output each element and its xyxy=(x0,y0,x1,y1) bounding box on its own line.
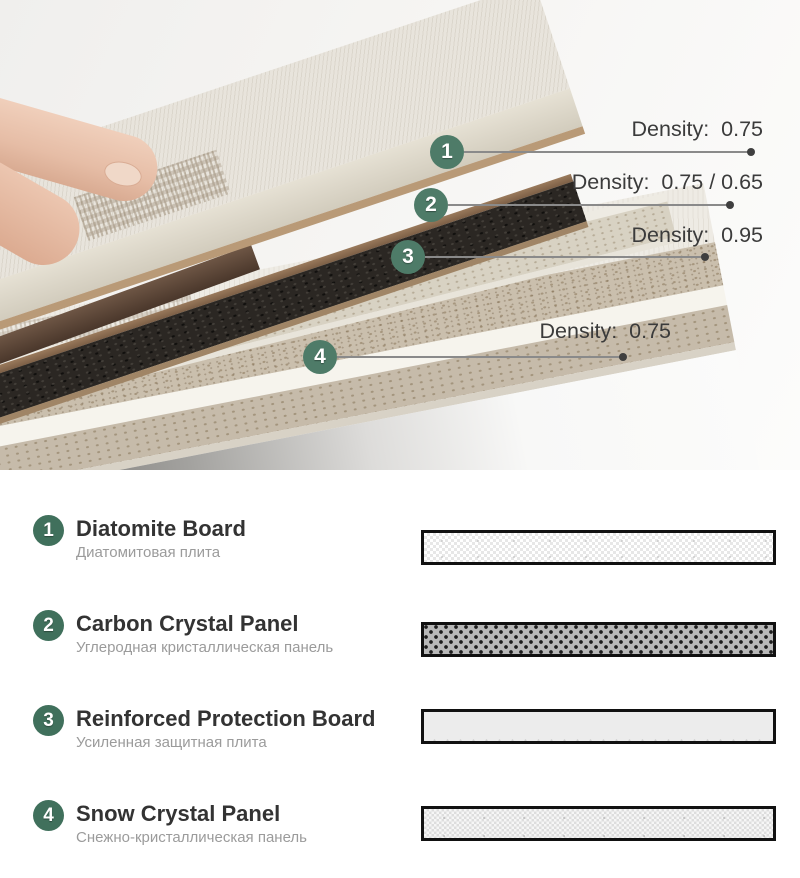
legend-title-ru: Усиленная защитная плита xyxy=(76,734,267,751)
density-label-2: Density: 0.75 / 0.65 xyxy=(571,170,763,194)
legend-badge-4: 4 xyxy=(33,800,64,831)
density-label-1: Density: 0.75 xyxy=(631,117,763,141)
legend-title-en: Diatomite Board xyxy=(76,516,246,541)
legend-title-en: Snow Crystal Panel xyxy=(76,801,281,826)
callout-badge-3: 3 xyxy=(391,240,425,274)
legend-badge-3: 3 xyxy=(33,705,64,736)
swatch-diatomite xyxy=(421,530,776,565)
legend-badge-1: 1 xyxy=(33,515,64,546)
callout-badge-1: 1 xyxy=(430,135,464,169)
leader-line-2 xyxy=(448,204,731,206)
callout-badge-2: 2 xyxy=(414,188,448,222)
swatch-reinforced xyxy=(421,709,776,744)
leader-line-1 xyxy=(464,151,752,153)
legend-title-ru: Снежно-кристаллическая панель xyxy=(76,829,307,846)
legend-title-ru: Углеродная кристаллическая панель xyxy=(76,639,334,656)
legend-title-en: Carbon Crystal Panel xyxy=(76,611,299,636)
density-label-4: Density: 0.75 xyxy=(539,319,671,343)
callout-badge-4: 4 xyxy=(303,340,337,374)
swatch-carbon xyxy=(421,622,776,657)
swatch-snow xyxy=(421,806,776,841)
legend-badge-2: 2 xyxy=(33,610,64,641)
leader-line-3 xyxy=(425,256,706,258)
legend-title-ru: Диатомитовая плита xyxy=(76,544,221,561)
legend-title-en: Reinforced Protection Board xyxy=(76,706,376,731)
legend-section xyxy=(0,470,800,878)
density-label-3: Density: 0.95 xyxy=(631,223,763,247)
leader-line-4 xyxy=(337,356,624,358)
